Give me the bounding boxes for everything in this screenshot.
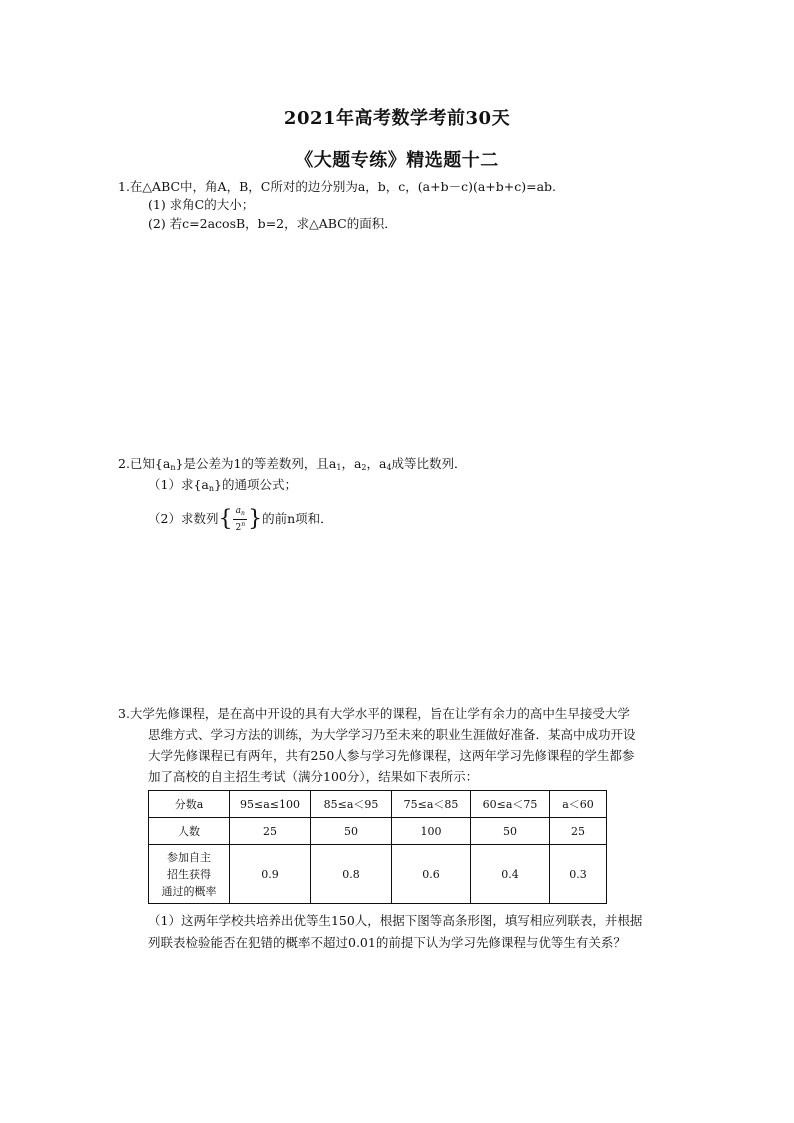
q2-stem-text-a: 2.已知{a — [118, 456, 171, 471]
table-header-cell: 85≤a＜95 — [311, 791, 392, 818]
q1-stem: 1.在△ABC中，角A，B，C所对的边分别为a，b，c，(a+b－c)(a+b+c)=ab. — [118, 179, 557, 194]
table-header-cell: a＜60 — [550, 791, 607, 818]
q1-part1: (1) 求角C的大小； — [148, 197, 255, 212]
q2-part1-sub: n — [208, 484, 215, 493]
table-cell: 0.8 — [311, 845, 392, 904]
score-table — [148, 790, 607, 904]
q3-line3: 大学先修课程已有两年，共有250人参与学习先修课程，这两年学习先修课程的学生都参 — [148, 748, 635, 763]
table-cell: 0.9 — [230, 845, 311, 904]
q2-part2-text-b: 的前n项和． — [262, 511, 333, 526]
table-cell: 100 — [392, 818, 471, 845]
table-header-cell: 分数a — [149, 791, 230, 818]
q2-stem-sub: n — [170, 463, 176, 472]
q3-line2: 思维方式、学习方法的训练，为大学学习乃至未来的职业生涯做好准备．某高中成功开设 — [148, 727, 636, 742]
frac-numerator: a — [235, 506, 241, 516]
q2-part1 — [148, 476, 297, 498]
frac-denominator: 2 — [235, 523, 242, 533]
q2-part1-text-a: （1）求{a — [148, 477, 209, 492]
q2-stem-text-c: ，a — [341, 456, 362, 471]
page-title: 2021年高考数学考前30天 — [283, 108, 511, 129]
table-cell: 0.3 — [550, 845, 607, 904]
frac-denominator-sup: n — [241, 521, 246, 528]
q2-sub-1: 1 — [336, 463, 342, 472]
q2-stem-text-b: }是公差为1的等差数列，且a — [175, 456, 337, 471]
prob-label-line: 招生获得 — [167, 867, 211, 881]
table-row — [149, 845, 607, 904]
table-row-label — [149, 845, 230, 904]
table-cell: 50 — [311, 818, 392, 845]
q3-part1-line2: 列联表检验能否在犯错的概率不超过0.01的前提下认为学习先修课程与优等生有关系？ — [148, 935, 626, 950]
fraction — [233, 506, 247, 533]
q3-line1: 3.大学先修课程，是在高中开设的具有大学水平的课程，旨在让学有余力的高中生早接受大学 — [118, 706, 630, 721]
right-brace-icon: } — [248, 506, 263, 532]
table-row-label: 人数 — [149, 818, 230, 845]
left-brace-icon: { — [218, 506, 233, 532]
table-header-cell: 95≤a≤100 — [230, 791, 311, 818]
table-row — [149, 818, 607, 845]
q3-line4: 加了高校的自主招生考试（满分100分），结果如下表所示： — [148, 769, 479, 784]
q2-sub-4: 4 — [386, 463, 392, 472]
q1-part2: (2) 若c=2acosB，b=2，求△ABC的面积． — [148, 216, 397, 231]
frac-numerator-sub: n — [241, 510, 245, 517]
prob-label-line: 通过的概率 — [161, 884, 217, 898]
q2-part2-text-a: （2）求数列 — [148, 511, 219, 526]
q2-stem — [118, 455, 467, 477]
q2-sub-2: 2 — [361, 463, 367, 472]
table-header-cell: 75≤a＜85 — [392, 791, 471, 818]
q2-part2 — [148, 506, 333, 533]
table-cell: 25 — [550, 818, 607, 845]
prob-label-line: 参加自主 — [167, 850, 211, 864]
table-header-cell: 60≤a＜75 — [471, 791, 550, 818]
q3-part1-line1: （1）这两年学校共培养出优等生150人，根据下图等高条形图，填写相应列联表，并根据 — [148, 913, 643, 928]
page-subtitle: 《大题专练》精选题十二 — [295, 150, 499, 171]
q2-stem-text-d: ，a — [366, 456, 387, 471]
table-cell: 0.6 — [392, 845, 471, 904]
table-cell: 25 — [230, 818, 311, 845]
table-cell: 50 — [471, 818, 550, 845]
table-cell: 0.4 — [471, 845, 550, 904]
q2-stem-text-e: 成等比数列． — [391, 456, 467, 471]
q2-part1-text-b: }的通项公式； — [214, 477, 297, 492]
table-row — [149, 791, 607, 818]
